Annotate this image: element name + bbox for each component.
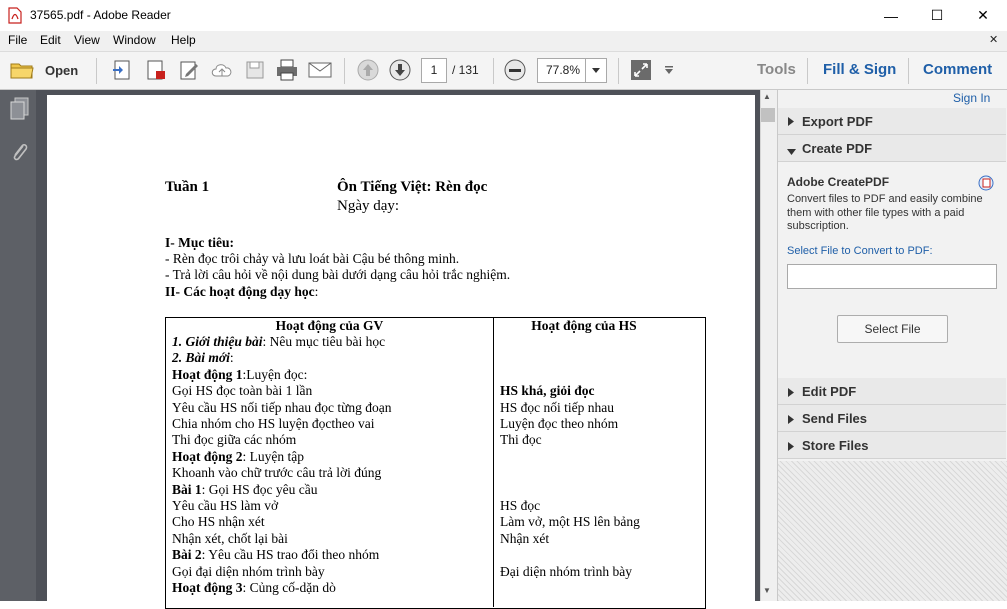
activity-heading: 1. Giới thiệu bài xyxy=(172,334,263,349)
student-activity-line: Luyện đọc theo nhóm xyxy=(500,416,619,431)
export-pdf-label[interactable]: Export PDF xyxy=(802,114,873,129)
menu-view[interactable]: View xyxy=(74,33,100,47)
expand-arrow-icon xyxy=(788,115,794,129)
vertical-scrollbar[interactable] xyxy=(760,90,778,601)
activity-heading: Bài 2 xyxy=(172,547,202,563)
toolbar-divider xyxy=(618,58,619,84)
student-activity-line: Làm vở, một HS lên bảng xyxy=(500,514,640,530)
scroll-up-icon[interactable]: ▲ xyxy=(763,92,771,101)
activity-text: Cho HS nhận xét xyxy=(172,514,265,530)
open-button[interactable]: Open xyxy=(45,63,79,78)
toolbar-divider xyxy=(344,58,345,84)
expand-arrow-icon xyxy=(788,413,794,427)
activity-text: : Luyện tập xyxy=(242,448,304,464)
close-button[interactable]: ✕ xyxy=(977,7,989,23)
minimize-button[interactable]: — xyxy=(884,7,898,24)
activity-heading: Hoạt động 2 xyxy=(172,448,243,464)
toolbar-divider xyxy=(96,58,97,84)
expand-arrow-icon xyxy=(788,440,794,454)
teacher-activity-line xyxy=(172,514,265,530)
page-number-input[interactable]: 1 xyxy=(421,58,447,83)
table-header-student: Hoạt động của HS xyxy=(531,318,637,333)
teacher-activity-line xyxy=(172,449,304,465)
teacher-activity-line xyxy=(172,432,296,448)
menu-edit[interactable]: Edit xyxy=(40,33,61,47)
student-activity-line: Nhận xét xyxy=(500,530,550,546)
cloud-upload-icon[interactable] xyxy=(210,58,234,82)
teacher-activity-line xyxy=(172,334,385,350)
maximize-button[interactable]: ☐ xyxy=(930,7,944,23)
activity-text: Yêu cầu HS làm vở xyxy=(172,498,279,513)
teacher-activity-line xyxy=(172,482,318,498)
student-activity-line: HS đọc nối tiếp nhau xyxy=(500,399,614,415)
section2-colon: : xyxy=(314,284,319,299)
menu-file[interactable]: File xyxy=(8,33,28,47)
activity-text: Yêu cầu HS nối tiếp nhau đọc từng đoạn xyxy=(172,399,392,415)
menu-help[interactable]: Help xyxy=(171,33,196,47)
select-file-prompt: Select File to Convert to PDF: xyxy=(787,245,933,257)
comment-tab[interactable]: Comment xyxy=(923,61,993,78)
selected-file-field[interactable] xyxy=(787,264,997,289)
section2-heading: II- Các hoạt động dạy học xyxy=(165,284,315,299)
print-icon[interactable] xyxy=(275,58,299,82)
objective-1: - Rèn đọc trôi chảy và lưu loát bài Cậu bé thông minh. xyxy=(165,251,460,266)
teacher-activity-line xyxy=(172,580,336,596)
create-pdf-label[interactable]: Create PDF xyxy=(802,141,873,156)
edit-icon[interactable] xyxy=(177,58,201,82)
teacher-activity-line xyxy=(172,367,307,383)
activity-text: : xyxy=(229,350,234,366)
next-page-icon[interactable] xyxy=(388,58,412,82)
teacher-activity-line xyxy=(172,350,234,366)
activity-text: Nhận xét, chốt lại bài xyxy=(172,530,288,546)
table-header-teacher: Hoạt động của GV xyxy=(275,318,384,333)
scrollbar-thumb[interactable] xyxy=(761,108,775,122)
toolbar-divider xyxy=(908,58,909,84)
student-activity-line: Đại diện nhóm trình bày xyxy=(500,563,632,579)
createpdf-title: Adobe CreatePDF xyxy=(787,175,890,189)
menu-window[interactable]: Window xyxy=(113,33,156,47)
toolbar-overflow-icon[interactable] xyxy=(664,64,674,78)
activity-text: Khoanh vào chữ trước câu trả lời đúng xyxy=(172,465,382,481)
convert-pdf-icon[interactable] xyxy=(144,58,168,82)
week-label: Tuần 1 xyxy=(165,179,210,195)
pages-icon[interactable] xyxy=(9,97,31,124)
activity-heading: 2. Bài mới xyxy=(172,350,230,366)
read-mode-icon[interactable] xyxy=(629,58,653,82)
student-activity-line: HS khá, giỏi đọc xyxy=(500,383,595,399)
lesson-title: Ôn Tiếng Việt: Rèn đọc xyxy=(337,179,488,195)
select-file-button[interactable]: Select File xyxy=(837,315,948,343)
teacher-activity-line xyxy=(172,564,325,580)
teacher-activity-line xyxy=(172,498,278,514)
adobe-pdf-icon xyxy=(8,7,22,24)
expand-arrow-icon xyxy=(788,386,794,400)
activity-heading: Hoạt động 3 xyxy=(172,580,243,595)
teacher-activity-line xyxy=(172,531,288,547)
edit-pdf-label[interactable]: Edit PDF xyxy=(802,384,857,399)
attachment-icon[interactable] xyxy=(9,140,29,167)
prev-page-icon[interactable] xyxy=(356,58,380,82)
student-activity-line: HS đọc xyxy=(500,498,541,513)
student-activity-line: Thi đọc xyxy=(500,432,542,448)
zoom-out-icon[interactable] xyxy=(503,58,527,82)
teacher-activity-line xyxy=(172,416,374,432)
create-pdf-icon[interactable] xyxy=(110,58,134,82)
table-column-divider xyxy=(493,317,494,607)
activity-heading: Hoạt động 1 xyxy=(172,366,243,382)
email-icon[interactable] xyxy=(308,58,332,82)
activity-text: Gọi HS đọc toàn bài 1 lần xyxy=(172,383,313,399)
activity-text: Chia nhóm cho HS luyện đọctheo vai xyxy=(172,416,375,431)
page-total: / 131 xyxy=(452,63,479,77)
zoom-dropdown-icon[interactable] xyxy=(585,59,606,82)
teacher-activity-line xyxy=(172,400,392,416)
activity-text: : Gọi HS đọc yêu cầu xyxy=(201,481,318,497)
store-files-label[interactable]: Store Files xyxy=(802,438,869,453)
toolbar-divider xyxy=(493,58,494,84)
activity-text: : Củng cố-dặn dò xyxy=(242,580,336,595)
pane-empty-area xyxy=(778,461,1007,601)
folder-icon[interactable] xyxy=(10,58,34,82)
activity-text: :Luyện đọc: xyxy=(242,366,308,382)
fill-sign-tab[interactable]: Fill & Sign xyxy=(823,61,897,78)
createpdf-service-icon xyxy=(978,175,994,194)
zoom-value: 77.8% xyxy=(546,63,581,77)
section2-heading-line xyxy=(165,284,318,300)
toolbar-divider xyxy=(807,58,808,84)
activity-text: Thi đọc giữa các nhóm xyxy=(172,432,297,448)
date-line: Ngày dạy: xyxy=(337,198,400,214)
window-title: 37565.pdf - Adobe Reader xyxy=(30,8,171,22)
save-icon[interactable] xyxy=(243,58,267,82)
send-files-label[interactable]: Send Files xyxy=(802,411,868,426)
activity-text: : Nêu mục tiêu bài học xyxy=(262,334,386,349)
sign-in-link[interactable]: Sign In xyxy=(953,91,991,105)
teacher-activity-line xyxy=(172,383,312,399)
close-document-icon[interactable]: ✕ xyxy=(989,34,999,46)
createpdf-description: Convert files to PDF and easily combine them with other file types with a paid subscription. xyxy=(787,193,983,232)
activity-text: : Yêu cầu HS trao đổi theo nhóm xyxy=(201,547,380,563)
section1-heading: I- Mục tiêu: xyxy=(165,235,234,250)
scroll-down-icon[interactable]: ▼ xyxy=(763,586,771,595)
teacher-activity-line xyxy=(172,547,379,563)
teacher-activity-line xyxy=(172,465,381,481)
collapse-arrow-icon xyxy=(787,144,796,158)
tools-tab[interactable]: Tools xyxy=(757,61,796,78)
activity-heading: Bài 1 xyxy=(172,481,202,497)
activity-text: Gọi đại diện nhóm trình bày xyxy=(172,563,325,579)
objective-2: - Trả lời câu hỏi về nội dung bài dưới dạng câu hỏi trắc nghiệm. xyxy=(165,267,511,282)
